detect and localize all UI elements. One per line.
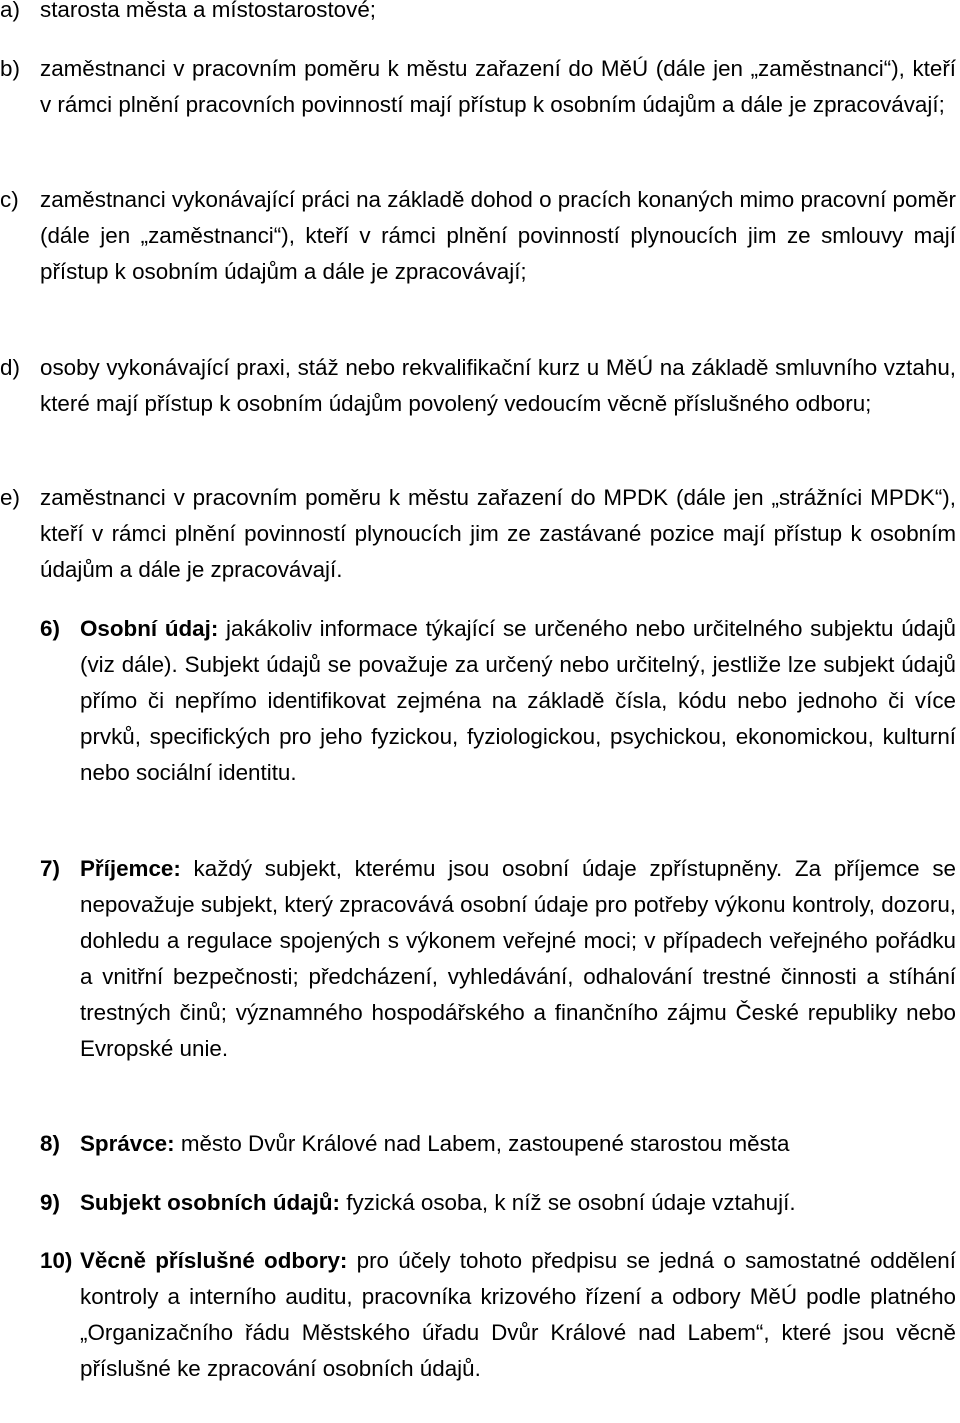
list-item-text: starosta města a místostarostové;	[40, 0, 376, 22]
list-item-text: osoby vykonávající praxi, stáž nebo rekvalifikační kurz u MěÚ na základě smluvního vztahu, které mají přístup k osobním údajům povolený vedoucím věcně příslušného odboru;	[40, 355, 956, 416]
list-marker: e)	[0, 485, 20, 510]
definition-number: 7)	[40, 856, 60, 881]
definition-content	[80, 1185, 956, 1221]
definition-text: každý subjekt, kterému jsou osobní údaje zpřístupněny. Za příjemce se nepovažuje subjekt, který zpracovává osobní údaje pro potřeby výkonu kontroly, dozoru, dohledu a regulace spojených s výkonem veřejné moci; v případech veřejného pořádku a vnitřní bezpečnosti; předcházení, vyhledávání, odhalování trestné činnosti a stíhání trestných činů; významného hospodářského a finančního zájmu České republiky nebo Evropské unie.	[80, 856, 956, 1061]
list-item-d	[0, 350, 956, 422]
definition-content	[80, 1243, 956, 1387]
definition-term: Věcně příslušné odbory:	[80, 1248, 348, 1273]
list-marker: a)	[0, 0, 20, 22]
list-item-text: zaměstnanci v pracovním poměru k městu zařazení do MěÚ (dále jen „zaměstnanci“), kteří v rámci plnění pracovních povinností mají přístup k osobním údajům a dále je zpracovávají;	[40, 56, 956, 117]
list-marker: b)	[0, 56, 20, 81]
definition-8	[40, 1126, 956, 1162]
definition-term: Správce:	[80, 1131, 175, 1156]
definition-content	[80, 1126, 956, 1162]
list-item-a	[0, 0, 956, 28]
definition-9	[40, 1185, 956, 1221]
definition-content	[80, 851, 956, 1067]
definition-term: Příjemce:	[80, 856, 181, 881]
definition-number: 9)	[40, 1190, 60, 1215]
list-item-b	[0, 51, 956, 123]
list-item-e	[0, 480, 956, 588]
definition-number: 6)	[40, 616, 60, 641]
list-marker: d)	[0, 355, 20, 380]
definition-number: 8)	[40, 1131, 60, 1156]
definition-6	[40, 611, 956, 791]
definition-text: fyzická osoba, k níž se osobní údaje vztahují.	[346, 1190, 796, 1215]
definition-7	[40, 851, 956, 1067]
list-item-text: zaměstnanci vykonávající práci na základě dohod o pracích konaných mimo pracovní poměr (dále jen „zaměstnanci“), kteří v rámci plnění povinností plynoucích jim ze smlouvy mají přístup k osobním údajům a dále je zpracovávají;	[40, 187, 957, 284]
definition-term: Subjekt osobních údajů:	[80, 1190, 340, 1215]
definition-number: 10)	[40, 1248, 73, 1273]
list-item-c	[0, 182, 957, 290]
definition-text: pro účely tohoto předpisu se jedná o samostatné oddělení kontroly a interního auditu, pracovníka krizového řízení a odbory MěÚ podle platného „Organizačního řádu Městského úřadu Dvůr Králové nad Labem“, které jsou věcně příslušné ke zpracování osobních údajů.	[80, 1248, 956, 1381]
list-marker: c)	[0, 187, 19, 212]
definition-term: Osobní údaj:	[80, 616, 219, 641]
definition-text: jakákoliv informace týkající se určeného nebo určitelného subjektu údajů (viz dále). Subjekt údajů se považuje za určený nebo určitelný, jestliže lze subjekt údajů přímo či nepřímo identifikovat zejména na základě čísla, kódu nebo jednoho či více prvků, specifických pro jeho fyzickou, fyziologickou, psychickou, ekonomickou, kulturní nebo sociální identitu.	[80, 616, 956, 785]
definition-content	[80, 611, 956, 791]
list-item-text: zaměstnanci v pracovním poměru k městu zařazení do MPDK (dále jen „strážníci MPDK“), kteří v rámci plnění povinností plynoucích jim ze zastávané pozice mají přístup k osobním údajům a dále je zpracovávají.	[40, 485, 956, 582]
definition-text: město Dvůr Králové nad Labem, zastoupené starostou města	[180, 1131, 790, 1156]
definition-10	[40, 1243, 956, 1387]
